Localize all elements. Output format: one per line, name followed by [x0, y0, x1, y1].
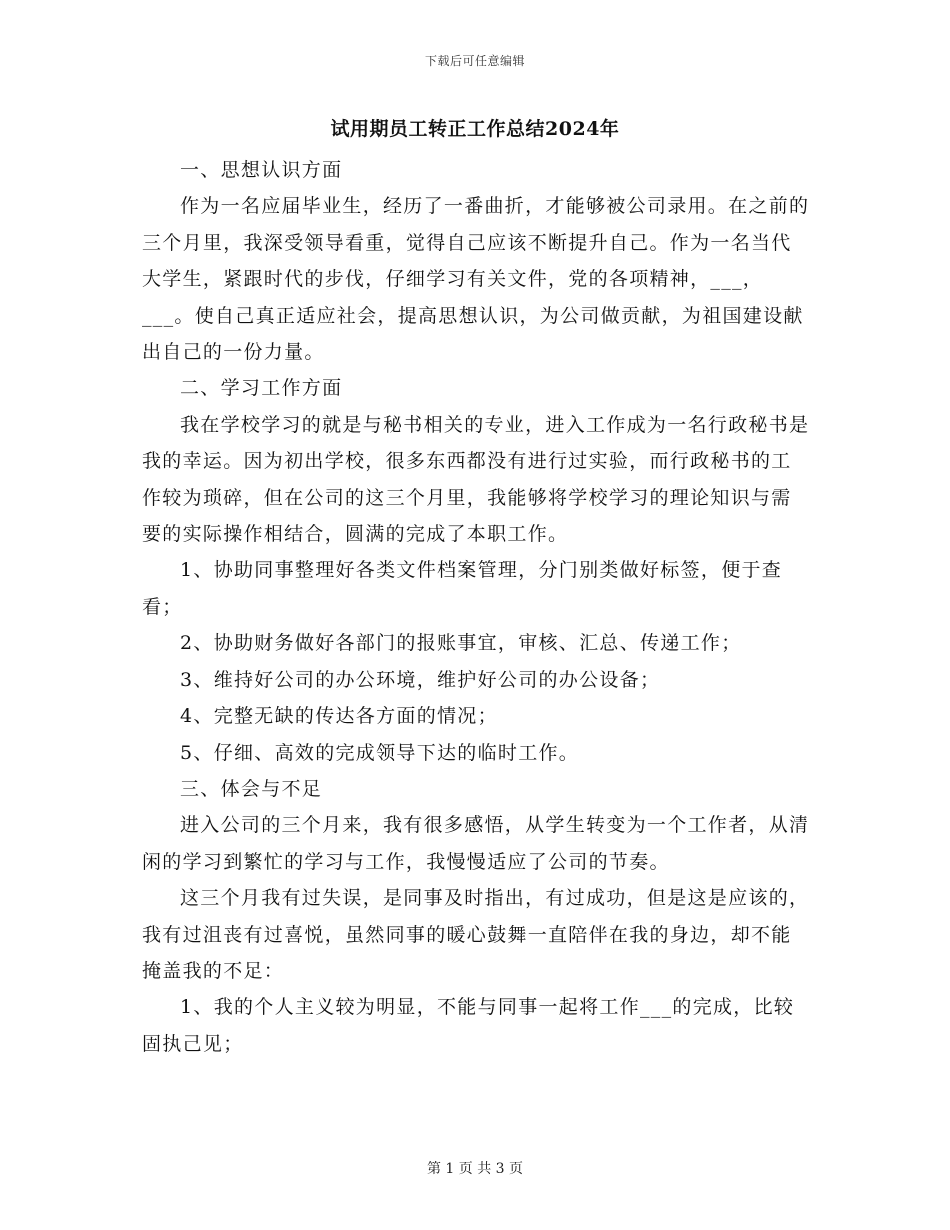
document-title: 试用期员工转正工作总结2024年: [330, 118, 620, 140]
list-item-1: 1、协助同事整理好各类文件档案管理，分门别类做好标签，便于查看；: [142, 559, 783, 618]
paragraph-reflection-2: 这三个月我有过失误，是同事及时指出，有过成功，但是这是应该的，我有过沮丧有过喜悦，虽然同事的暖心鼓舞一直陪伴在我的身边，却不能掩盖我的不足：: [142, 887, 810, 982]
list-item-2: 2、协助财务做好各部门的报账事宜，审核、汇总、传递工作；: [180, 632, 742, 655]
paragraph-reflection-1: 进入公司的三个月来，我有很多感悟，从学生转变为一个工作者，从清闲的学习到繁忙的学习与工作，我慢慢适应了公司的节奏。: [142, 814, 810, 873]
list-item-5: 5、仔细、高效的完成领导下达的临时工作。: [180, 741, 580, 764]
list-item-4: 4、完整无缺的传达各方面的情况；: [180, 705, 498, 728]
page-footer-pagination: 第 1 页 共 3 页: [426, 1161, 524, 1177]
list-item-3: 3、维持好公司的办公环境，维护好公司的办公设备；: [180, 668, 661, 691]
shortcoming-item-1: 1、我的个人主义较为明显，不能与同事一起将工作___的完成，比较固执己见；: [142, 996, 795, 1055]
page-header-note: 下载后可任意编辑: [424, 54, 525, 68]
paragraph-study-work: 我在学校学习的就是与秘书相关的专业，进入工作成为一名行政秘书是我的幸运。因为初出学校，很多东西都没有进行过实验，而行政秘书的工作较为琐碎，但在公司的这三个月里，我能够将学校学习的理论知识与需要的实际操作相结合，圆满的完成了本职工作。: [142, 413, 810, 546]
section-heading-study-work: 二、学习工作方面: [180, 377, 343, 400]
document-body: [142, 152, 810, 1062]
section-heading-thought: 一、思想认识方面: [180, 159, 343, 181]
paragraph-thought: 作为一名应届毕业生，经历了一番曲折，才能够被公司录用。在之前的三个月里，我深受领导看重，觉得自己应该不断提升自己。作为一名当代大学生，紧跟时代的步伐，仔细学习有关文件，党的各项精神，___，___。使自己真正适应社会，提高思想认识，为公司做贡献，为祖国建设献出自己的一份力量。: [142, 195, 810, 364]
section-heading-reflection: 三、体会与不足: [180, 777, 323, 800]
